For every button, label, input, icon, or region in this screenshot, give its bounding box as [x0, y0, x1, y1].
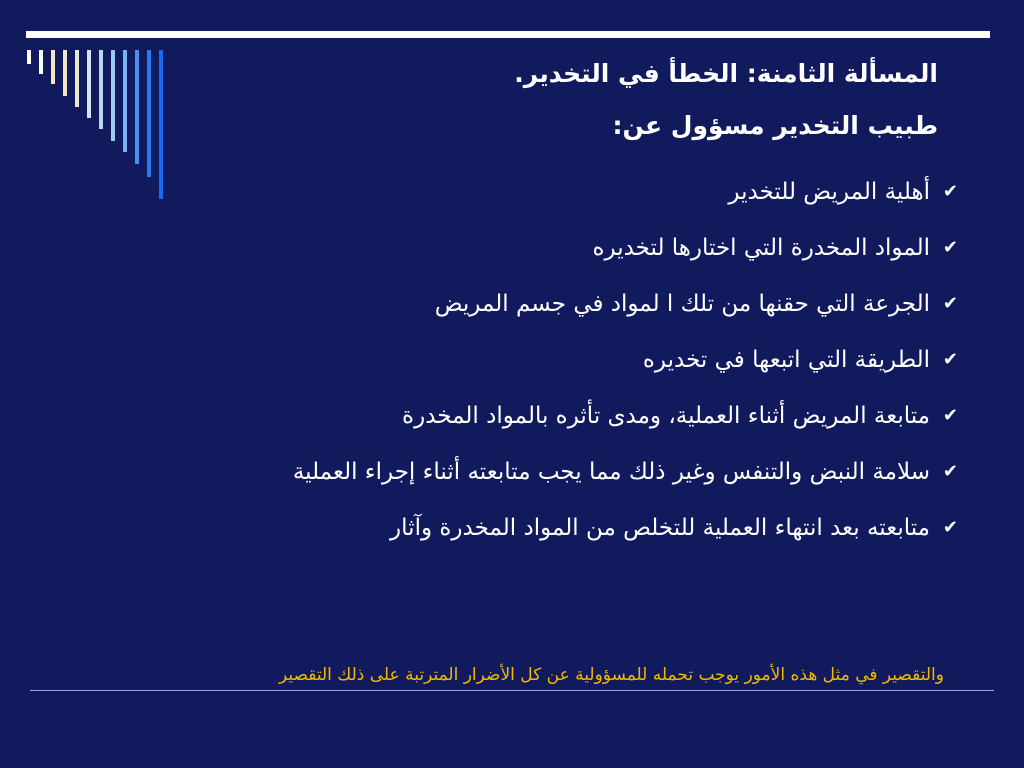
bullet-text: الجرعة التي حقنها من تلك ا لمواد في جسم المريض — [434, 291, 930, 317]
decor-bar — [135, 50, 139, 164]
decor-bar — [27, 50, 31, 64]
bullet-text: المواد المخدرة التي اختارها لتخديره — [592, 235, 930, 261]
checkmark-icon: ✔ — [942, 237, 958, 258]
checkmark-icon: ✔ — [942, 405, 958, 426]
list-item — [168, 282, 958, 326]
decor-bar — [123, 50, 127, 152]
decor-bar — [75, 50, 79, 107]
decor-bar — [87, 50, 91, 118]
bullet-text: أهلية المريض للتخدير — [728, 179, 930, 205]
bottom-divider — [30, 690, 994, 691]
decor-bar — [111, 50, 115, 141]
slide-title-line-1: المسألة الثامنة: الخطأ في التخدير. — [514, 59, 938, 88]
decor-bar — [63, 50, 67, 96]
list-item — [168, 170, 958, 214]
decor-bar — [99, 50, 103, 129]
bullet-text: متابعته بعد انتهاء العملية للتخلص من المواد المخدرة وآثار — [390, 515, 930, 541]
checkmark-icon: ✔ — [942, 349, 958, 370]
list-item — [168, 338, 958, 382]
checkmark-icon: ✔ — [942, 181, 958, 202]
footnote: والتقصير في مثل هذه الأمور يوجب تحمله للمسؤولية عن كل الأضرار المترتبة على ذلك التقصير — [278, 665, 944, 685]
list-item — [168, 394, 958, 438]
bullet-text: متابعة المريض أثناء العملية، ومدى تأثره بالمواد المخدرة — [402, 403, 930, 429]
bullet-list — [168, 170, 958, 562]
slide-title-line-2: طبيب التخدير مسؤول عن: — [612, 111, 938, 140]
bullet-text: الطريقة التي اتبعها في تخديره — [642, 347, 930, 373]
decor-bar — [51, 50, 55, 84]
list-item — [168, 450, 958, 494]
bullet-text: سلامة النبض والتنفس وغير ذلك مما يجب متابعته أثناء إجراء العملية — [292, 459, 930, 485]
list-item — [168, 226, 958, 270]
top-divider — [26, 31, 990, 38]
checkmark-icon: ✔ — [942, 461, 958, 482]
decor-bar — [39, 50, 43, 74]
checkmark-icon: ✔ — [942, 517, 958, 538]
checkmark-icon: ✔ — [942, 293, 958, 314]
list-item — [168, 506, 958, 550]
